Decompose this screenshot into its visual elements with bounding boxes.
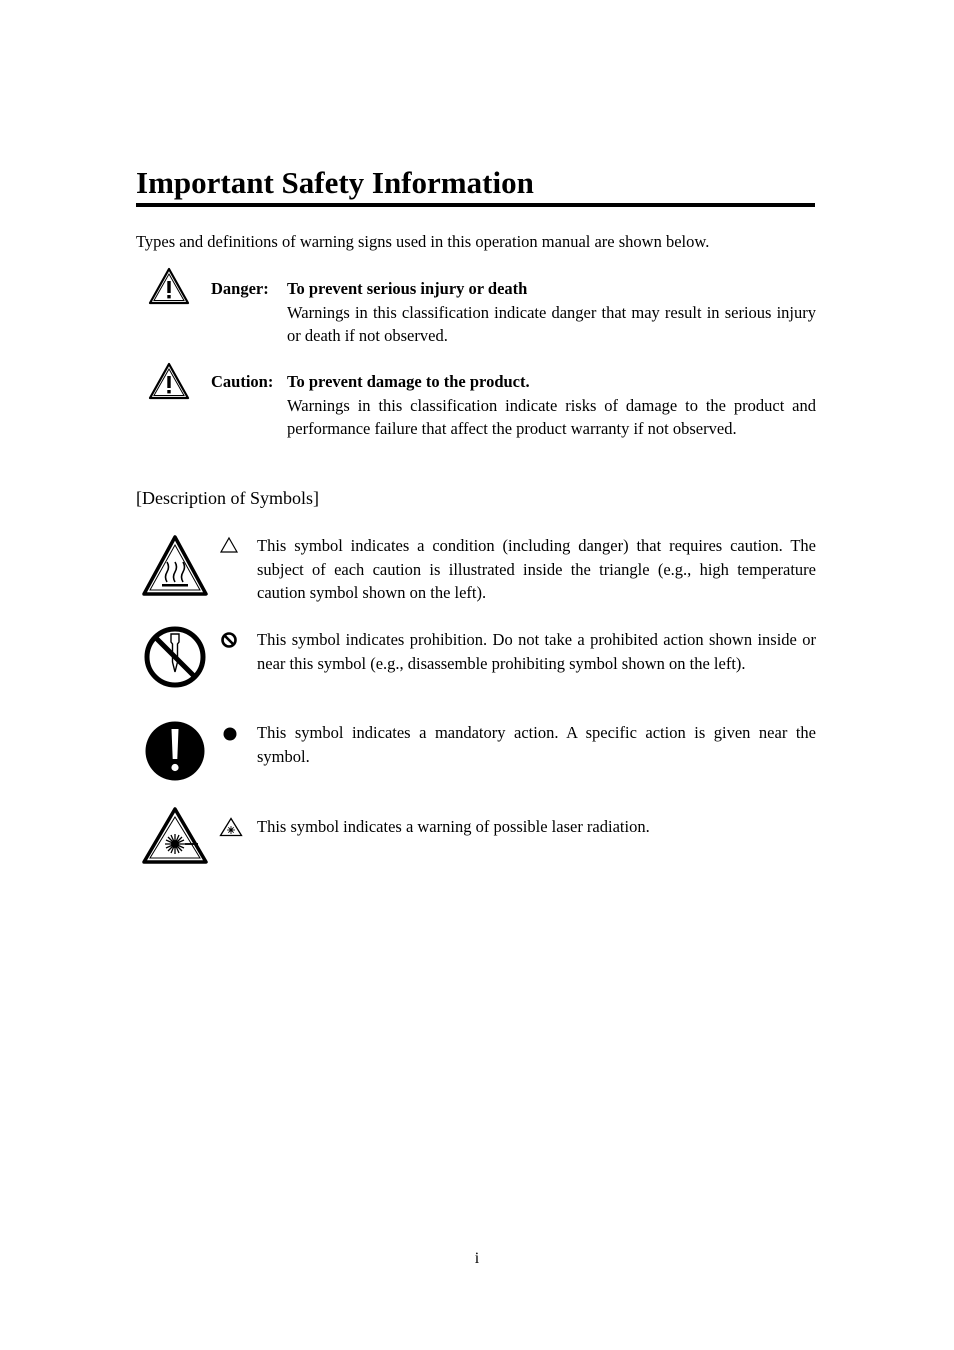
warning-triangle-icon — [147, 361, 191, 401]
page-number: i — [474, 1250, 480, 1267]
symbol-description-mandatory: This symbol indicates a mandatory action. A specific action is given near the symbol. — [257, 723, 816, 766]
caution-label: Caution: — [211, 372, 274, 391]
caution-block — [287, 370, 816, 441]
page-title: Important Safety Information — [136, 165, 534, 200]
warning-triangle-icon — [147, 266, 191, 306]
danger-description: Warnings in this classification indicate danger that may result in serious injury or death if not observed. — [287, 302, 816, 345]
high-temperature-caution-icon — [140, 534, 210, 598]
symbol-description-laser: This symbol indicates a warning of possible laser radiation. — [257, 817, 650, 836]
triangle-outline-icon — [219, 536, 239, 556]
intro-text: Types and definitions of warning signs used in this operation manual are shown below. — [136, 232, 710, 251]
symbol-description-caution: This symbol indicates a condition (including danger) that requires caution. The subject of each caution is illustrated inside the triangle (e.g., high temperature caution symbol shown on the left). — [257, 536, 816, 602]
small-laser-warning-icon — [219, 817, 239, 837]
laser-radiation-warning-icon — [140, 806, 210, 870]
danger-heading: To prevent serious injury or death — [287, 279, 528, 298]
prohibition-circle-icon — [219, 630, 239, 650]
title-rule — [136, 203, 815, 207]
filled-circle-icon — [219, 724, 239, 744]
symbol-description-prohibition: This symbol indicates prohibition. Do not take a prohibited action shown inside or near this symbol (e.g., disassemble prohibiting symbol shown on the left). — [257, 630, 816, 673]
caution-description: Warnings in this classification indicate risks of damage to the product and performance failure that affect the product warranty if not observed. — [287, 395, 816, 438]
danger-block — [287, 277, 816, 348]
danger-label: Danger: — [211, 279, 269, 298]
caution-heading: To prevent damage to the product. — [287, 372, 530, 391]
symbols-heading: [Description of Symbols] — [136, 488, 319, 508]
mandatory-action-icon — [140, 719, 210, 783]
no-disassembly-icon — [140, 624, 210, 688]
